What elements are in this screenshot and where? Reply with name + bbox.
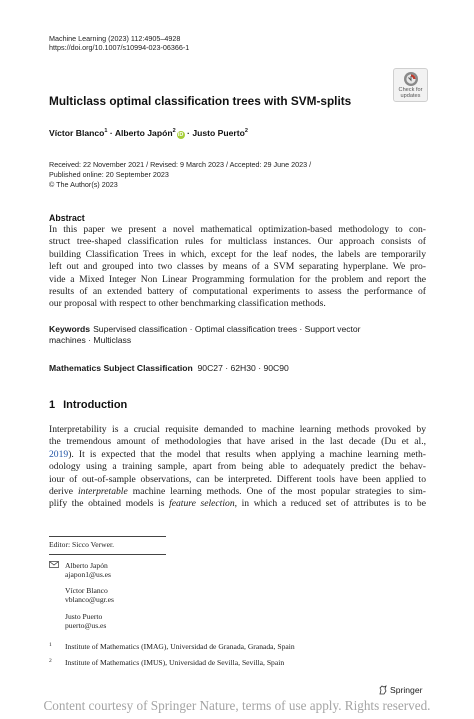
publisher-logo [378,685,422,695]
abstract-line: our proposal with respect to other benchmarking classification methods. [49,298,326,310]
contact-email[interactable]: puerto@us.es [65,621,107,631]
author-list [49,128,248,139]
affiliation [49,642,295,651]
footnote-divider [49,554,166,555]
published-online: Published online: 20 September 2023 [49,170,169,179]
intro-line: odology using a training sample, apart from being able to adequately predict the behav- [49,461,426,473]
section-title: Introduction [63,399,128,411]
envelope-icon [49,561,59,570]
courtesy-watermark: Content courtesy of Springer Nature, terms of use apply. Rights reserved. [43,698,431,713]
keywords [49,324,426,347]
section-number: 1 [49,399,56,411]
abstract-line: struct tree-shaped classification rules for multiclass instances. Our approach consists of [49,236,426,248]
paper-title: Multiclass optimal classification trees with SVM-splits [49,94,352,108]
badge-line-2: updates [400,93,421,99]
abstract-heading: Abstract [49,213,85,223]
doi-link[interactable]: https://doi.org/10.1007/s10994-023-06366-1 [49,43,190,52]
springer-horse-icon [378,685,388,695]
check-for-updates-icon [403,71,419,87]
intro-line: the tremendous amount of methodologies that have arised in the last decade (Du et al., [49,436,426,448]
received-revised-accepted: Received: 22 November 2021 / Revised: 9 March 2023 / Accepted: 29 June 2023 / [49,160,312,169]
publication-dates [49,160,311,190]
contact-email[interactable]: vblanco@ugr.es [65,595,114,605]
keywords-label: Keywords [49,324,91,334]
contact-email[interactable]: ajapon1@us.es [65,570,112,580]
intro-line: iour of out-of-sample observations, can be interpreted. Different tools have been applied to [49,473,426,485]
editor-note: Editor: Sicco Verwer. [49,540,115,549]
affiliation-number: 2 [49,658,52,664]
abstract-line: In this paper we present a novel mathematical optimization-based methodology to con- [49,224,426,235]
abstract-line: left out and grouped into two classes by means of a SVM separating hyperplane. We pro- [49,261,426,273]
affiliation-text: Institute of Mathematics (IMAG), Universidad de Granada, Granada, Spain [65,642,295,651]
affiliation [49,658,284,667]
author-separator: · [109,128,113,138]
affiliation-text: Institute of Mathematics (IMUS), Universidad de Sevilla, Sevilla, Spain [65,658,285,667]
contact-name: Justo Puerto [65,612,103,621]
emphasis-text: feature selection [169,498,235,510]
abstract-line: results of an extended battery of computational experiments to assess the performance of [49,285,426,297]
affiliation-number: 1 [49,642,52,648]
msc-classification [49,363,289,373]
copyright: © The Author(s) 2023 [49,180,118,189]
author-name[interactable]: Alberto Japón [114,128,173,138]
contact-name: Víctor Blanco [65,586,108,595]
citation-link[interactable]: 2019 [49,448,69,460]
author-affiliation-mark: 2 [244,128,248,134]
msc-codes: 90C27 · 62H30 · 90C90 [197,363,289,373]
orcid-icon[interactable]: iD [177,132,184,138]
author-affiliation-mark: 2 [172,128,176,134]
publisher-name: Springer [390,685,423,695]
author-name[interactable]: Víctor Blanco [49,128,105,138]
intro-line: 2019). It is expected that the model that results when applying a machine learning meth- [49,448,426,460]
badge-line-1: Check for [398,87,423,93]
author-separator: · [187,128,190,138]
keywords-line-2: machines · Multiclass [49,335,132,346]
keywords-line-1: Supervised classification · Optimal classification trees · Support vector [93,324,361,334]
intro-line: derive interpretable machine learning methods. One of the most popular strategies to sim- [49,485,426,497]
contact-name: Alberto Japón [65,561,108,570]
abstract-line: building Classification Trees in which, except for the leaf nodes, the labels are temporarily [49,248,426,260]
abstract-line: vide a Mixed Integer Non Linear Programming formulation for the problem and report the [49,273,426,285]
msc-label: Mathematics Subject Classification [49,363,193,373]
emphasis-text: interpretable [77,485,128,497]
author-name[interactable]: Justo Puerto [192,128,245,138]
section-heading-introduction [49,399,127,411]
intro-line: plify the obtained models is feature selection, in which a reduced set of attributes is to be [49,498,426,510]
intro-line: Interpretability is a crucial requisite demanded to machine learning methods provoked by [49,424,426,435]
introduction-body [49,424,426,511]
author-affiliation-mark: 1 [104,128,108,134]
abstract-body [49,224,426,311]
footnote-divider [49,536,166,537]
journal-citation: Machine Learning (2023) 112:4905–4928 [49,34,181,43]
